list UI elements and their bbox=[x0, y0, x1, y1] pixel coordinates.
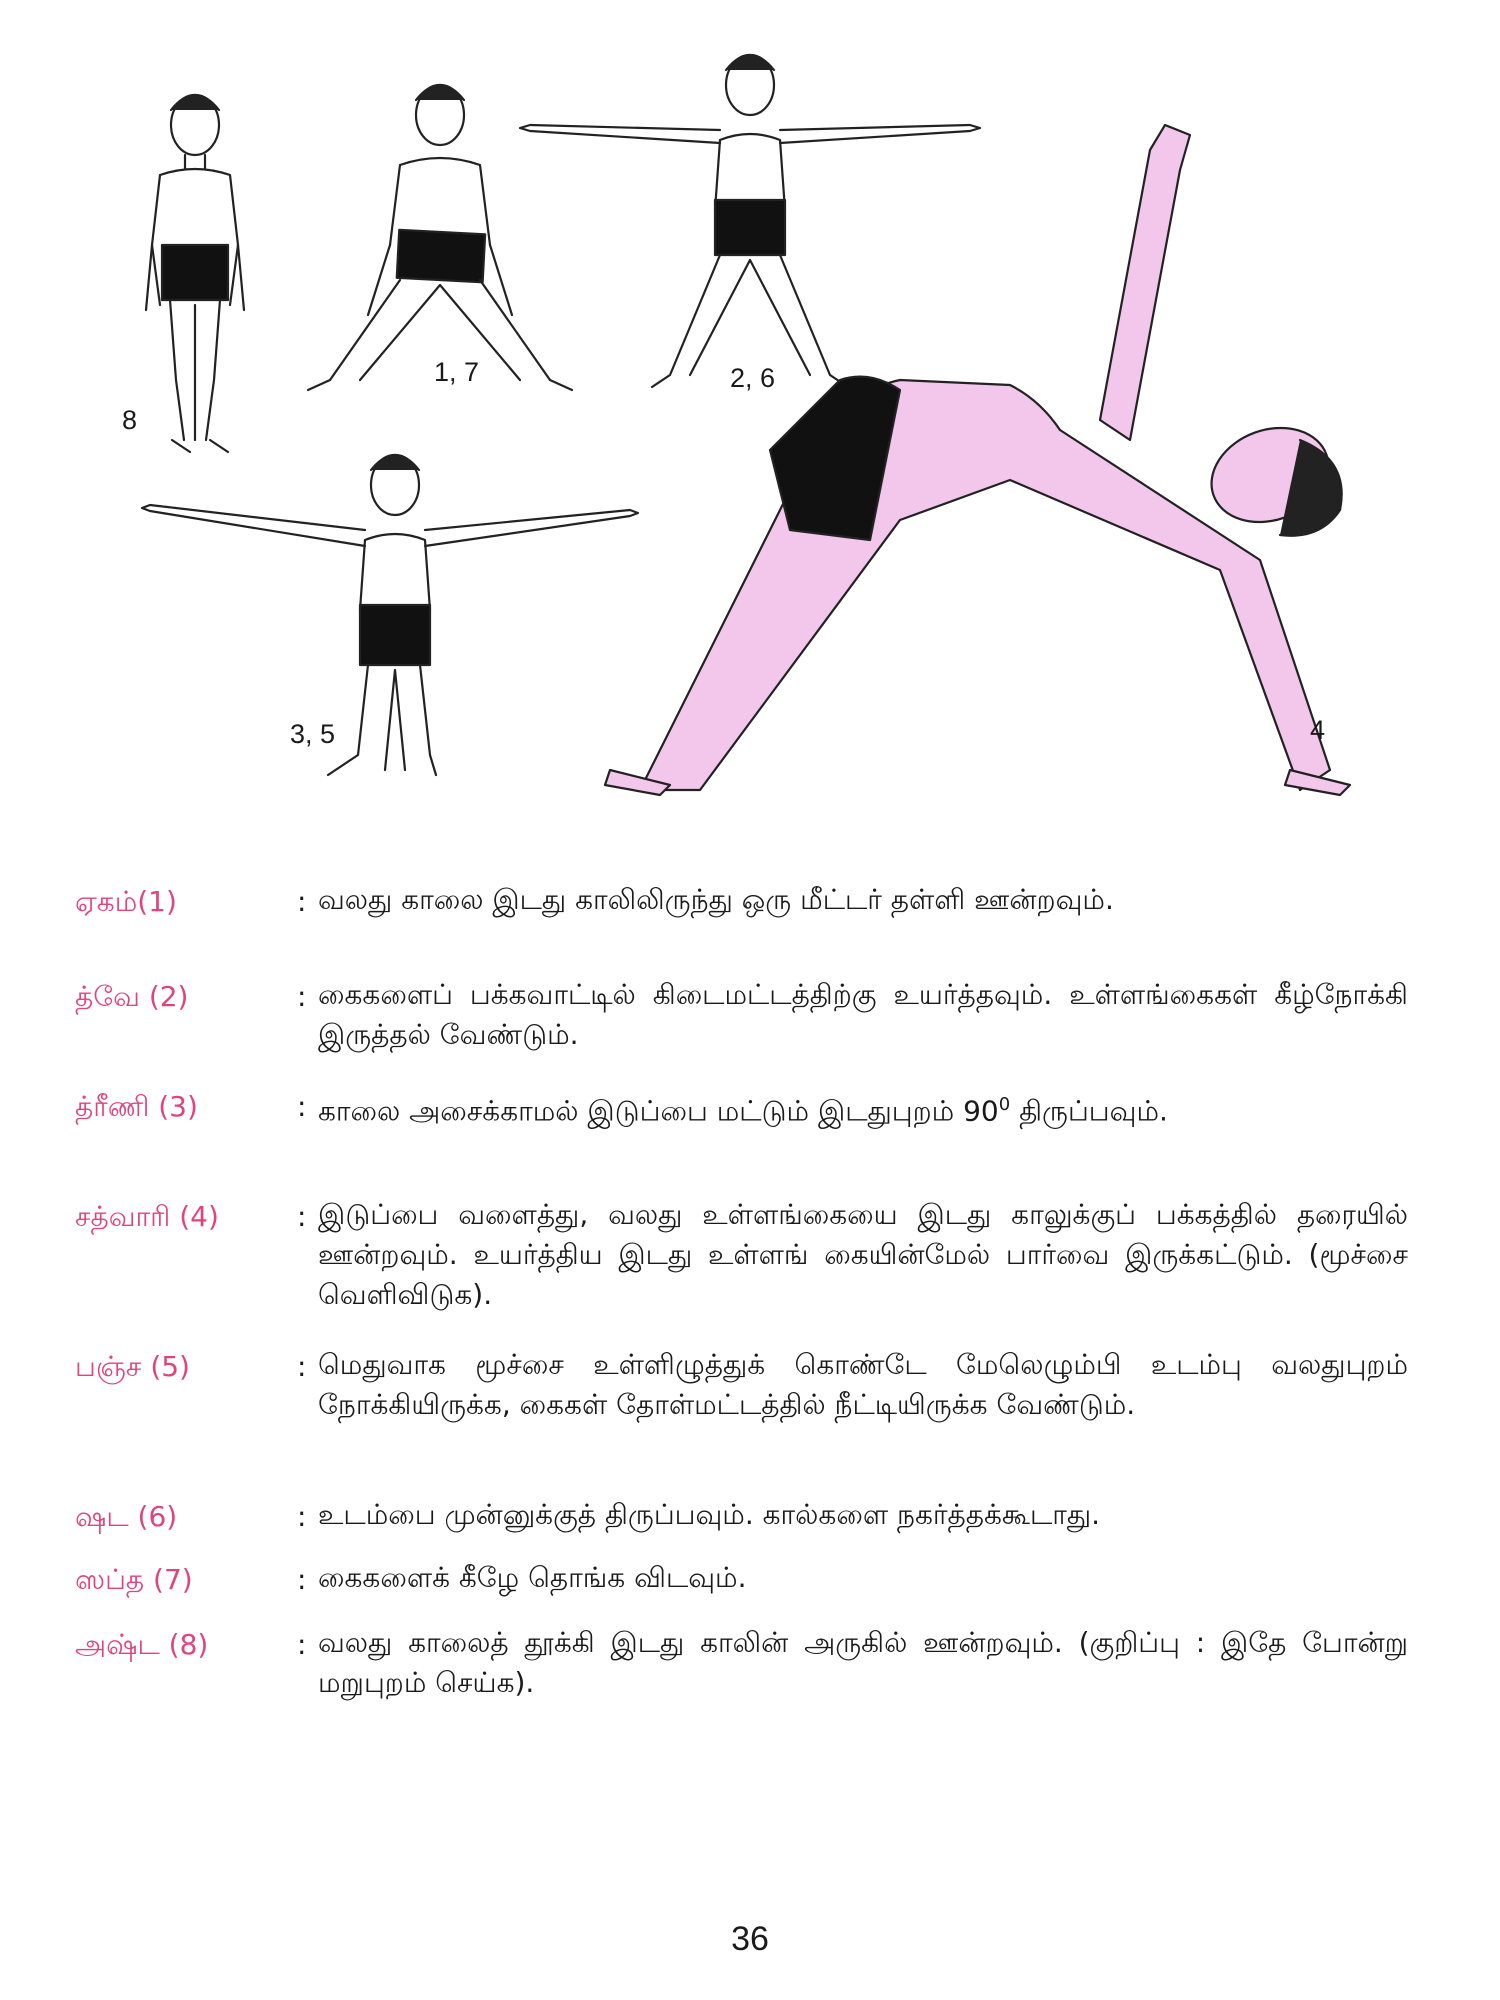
step-text-3-cont: திருப்பவும். bbox=[1019, 1094, 1168, 1128]
step-colon-4: : bbox=[297, 1200, 307, 1233]
step-text-8: வலது காலைத் தூக்கி இடது காலின் அருகில் ஊன்றவும். (குறிப்பு : இதே போன்று மறுபுறம் செய்க). bbox=[318, 1626, 1409, 1699]
step-text-7: கைகளைக் கீழே தொங்க விடவும். bbox=[318, 1561, 747, 1594]
step-text-6: உடம்பை முன்னுக்குத் திருப்பவும். கால்களை நகர்த்தக்கூடாது. bbox=[318, 1498, 1101, 1531]
step-text-2: கைகளைப் பக்கவாட்டில் கிடைமட்டத்திற்கு உயர்த்தவும். உள்ளங்கைகள் கீழ்நோக்கி இருத்தல் வேண்டும். bbox=[318, 978, 1408, 1051]
illustration-area bbox=[0, 0, 1500, 830]
step-colon-7: : bbox=[297, 1563, 307, 1596]
page-number: 36 bbox=[731, 1920, 769, 1958]
step-colon-2: : bbox=[297, 980, 307, 1013]
step-text-3-main: காலை அசைக்காமல் இடுப்பை மட்டும் இடதுபுறம் 90 bbox=[318, 1094, 999, 1128]
figure-pose-2-6 bbox=[520, 55, 980, 387]
step-term-5: பஞ்ச (5) bbox=[75, 1350, 190, 1383]
step-text-3 bbox=[318, 1085, 1408, 1131]
figure-pose-8 bbox=[146, 95, 244, 452]
step-term-1: ஏகம்(1) bbox=[75, 885, 177, 918]
step-text-4: இடுப்பை வளைத்து, வலது உள்ளங்கையை இடது காலுக்குப் பக்கத்தில் தரையில் ஊன்றவும். உயர்த்திய இடது உள்ளங் கையின்மேல் பார்வை இருக்கட்டும். (மூச்சை வெளிவிடுக). bbox=[318, 1198, 1408, 1311]
figure-label-1-7: 1, 7 bbox=[434, 357, 480, 387]
step-colon-1: : bbox=[297, 885, 307, 918]
figure-label-3-5: 3, 5 bbox=[290, 719, 336, 749]
figure-label-8: 8 bbox=[122, 405, 138, 435]
step-term-6: ஷட (6) bbox=[75, 1500, 178, 1533]
step-colon-5: : bbox=[297, 1350, 307, 1383]
step-term-8: அஷ்ட (8) bbox=[75, 1628, 209, 1661]
figure-label-2-6: 2, 6 bbox=[730, 363, 776, 393]
degree-sign: 0 bbox=[998, 1094, 1011, 1115]
step-text-5: மெதுவாக மூச்சை உள்ளிழுத்துக் கொண்டே மேலெழும்பி உடம்பு வலதுபுறம் நோக்கியிருக்க, கைகள் தோள்மட்டத்தில் நீட்டியிருக்க வேண்டும். bbox=[318, 1348, 1408, 1421]
step-colon-6: : bbox=[297, 1500, 307, 1533]
step-term-4: சத்வாரி (4) bbox=[75, 1200, 219, 1233]
step-term-7: ஸப்த (7) bbox=[75, 1563, 193, 1596]
step-colon-8: : bbox=[297, 1628, 307, 1661]
step-colon-3: : bbox=[297, 1090, 307, 1123]
step-term-3: த்ரீணி (3) bbox=[75, 1090, 198, 1123]
step-text-1: வலது காலை இடது காலிலிருந்து ஒரு மீட்டர் தள்ளி ஊன்றவும். bbox=[318, 883, 1114, 916]
step-term-2: த்வே (2) bbox=[75, 980, 189, 1013]
yoga-pose-illustrations bbox=[0, 0, 1500, 830]
figure-label-4: 4 bbox=[1310, 715, 1326, 745]
figure-pose-3-5 bbox=[142, 455, 638, 775]
